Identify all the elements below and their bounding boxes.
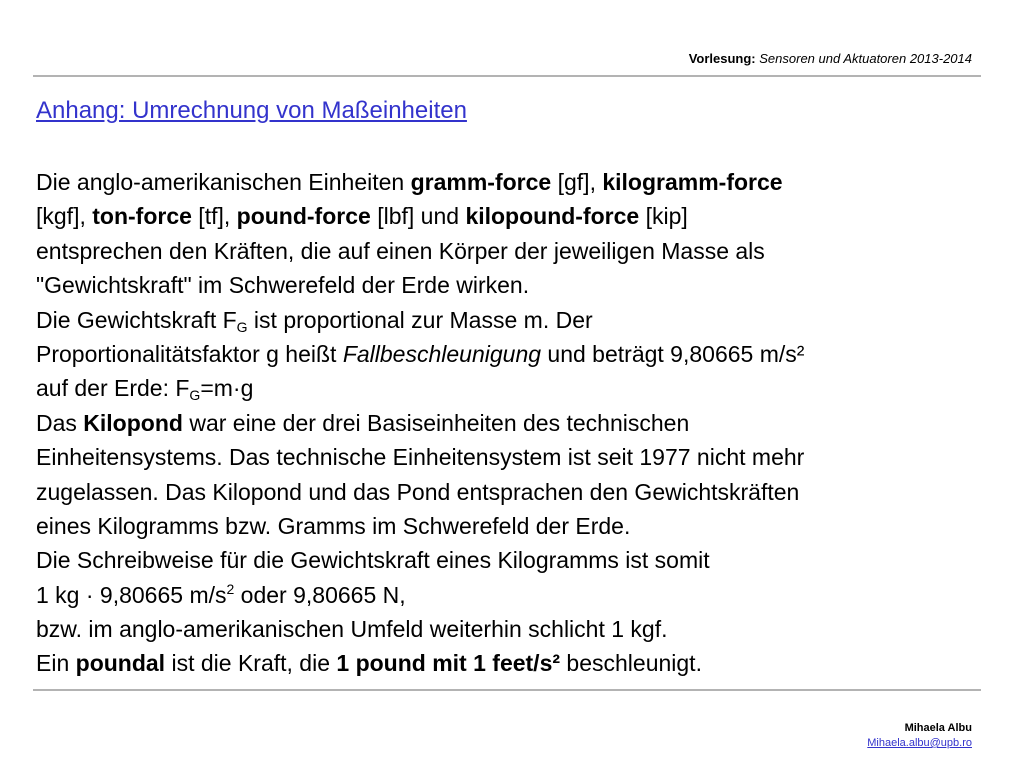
slide-footer — [867, 721, 972, 751]
text: [tf], — [191, 203, 237, 230]
term-pound-force: pound-force — [236, 203, 371, 230]
header-course: Sensoren und Aktuatoren 2013-2014 — [759, 51, 972, 66]
top-divider — [33, 75, 981, 77]
term-kilogramm-force: kilogramm-force — [602, 169, 783, 195]
superscript: 2 — [226, 580, 235, 597]
text: oder 9,80665 N, — [234, 581, 406, 608]
text: auf der Erde: F — [36, 375, 190, 402]
text: Die Gewichtskraft F — [36, 306, 237, 333]
text-line: Die Schreibweise für die Gewichtskraft eines Kilogramms ist somit — [36, 547, 710, 574]
text: beschleunigt. — [560, 650, 702, 677]
text-line: bzw. im anglo-amerikanischen Umfeld weiterhin schlicht 1 kgf. — [36, 616, 668, 643]
text-line — [36, 646, 996, 680]
term-pound-feet: 1 pound mit 1 feet/s² — [336, 650, 561, 677]
term-ton-force: ton-force — [92, 203, 192, 230]
text-line: entsprechen den Kräften, die auf einen Körper der jeweiligen Masse als — [36, 237, 765, 264]
text: ist die Kraft, die — [165, 650, 337, 677]
subscript: G — [236, 318, 248, 335]
text-line — [36, 165, 996, 199]
text-line: "Gewichtskraft" im Schwerefeld der Erde wirken. — [36, 272, 530, 299]
text-line — [36, 303, 996, 337]
text: [gf], — [551, 169, 603, 195]
text: ist proportional zur Masse m. Der — [247, 306, 593, 333]
term-fallbeschleunigung: Fallbeschleunigung — [342, 340, 542, 367]
text-line: eines Kilogramms bzw. Gramms im Schwerefeld der Erde. — [36, 512, 631, 539]
slide-title[interactable]: Anhang: Umrechnung von Maßeinheiten — [36, 97, 467, 124]
text-line: zugelassen. Das Kilopond und das Pond entsprachen den Gewichtskräften — [36, 478, 800, 505]
text: und beträgt 9,80665 m/s² — [541, 340, 805, 367]
term-poundal: poundal — [75, 650, 166, 677]
author-name: Mihaela Albu — [904, 722, 972, 734]
slide-body — [36, 165, 996, 681]
text: [kip] — [639, 203, 688, 230]
text: Das — [36, 409, 84, 436]
term-gramm-force: gramm-force — [410, 169, 552, 195]
term-kilopound-force: kilopound-force — [465, 203, 640, 230]
text: war eine der drei Basiseinheiten des technischen — [182, 409, 690, 436]
text-line — [36, 371, 996, 405]
header-label: Vorlesung: — [688, 51, 756, 66]
text-line: Einheitensystems. Das technische Einheitensystem ist seit 1977 nicht mehr — [36, 444, 805, 471]
text: [lbf] und — [370, 203, 466, 230]
text: =m·g — [200, 375, 254, 402]
text: [kgf], — [36, 203, 93, 230]
text: Ein — [36, 650, 76, 677]
text-line — [36, 337, 996, 371]
author-email-link[interactable]: Mihaela.albu@upb.ro — [867, 737, 972, 749]
slide-header — [689, 51, 972, 67]
text: 1 kg · 9,80665 m/s — [36, 581, 227, 608]
subscript: G — [189, 387, 201, 404]
text: Die anglo-amerikanischen Einheiten — [36, 169, 411, 195]
text-line — [36, 199, 996, 233]
bottom-divider — [33, 689, 981, 691]
term-kilopond: Kilopond — [83, 409, 183, 436]
text-line — [36, 578, 996, 612]
text-line — [36, 406, 996, 440]
text: Proportionalitätsfaktor g heißt — [36, 340, 343, 367]
